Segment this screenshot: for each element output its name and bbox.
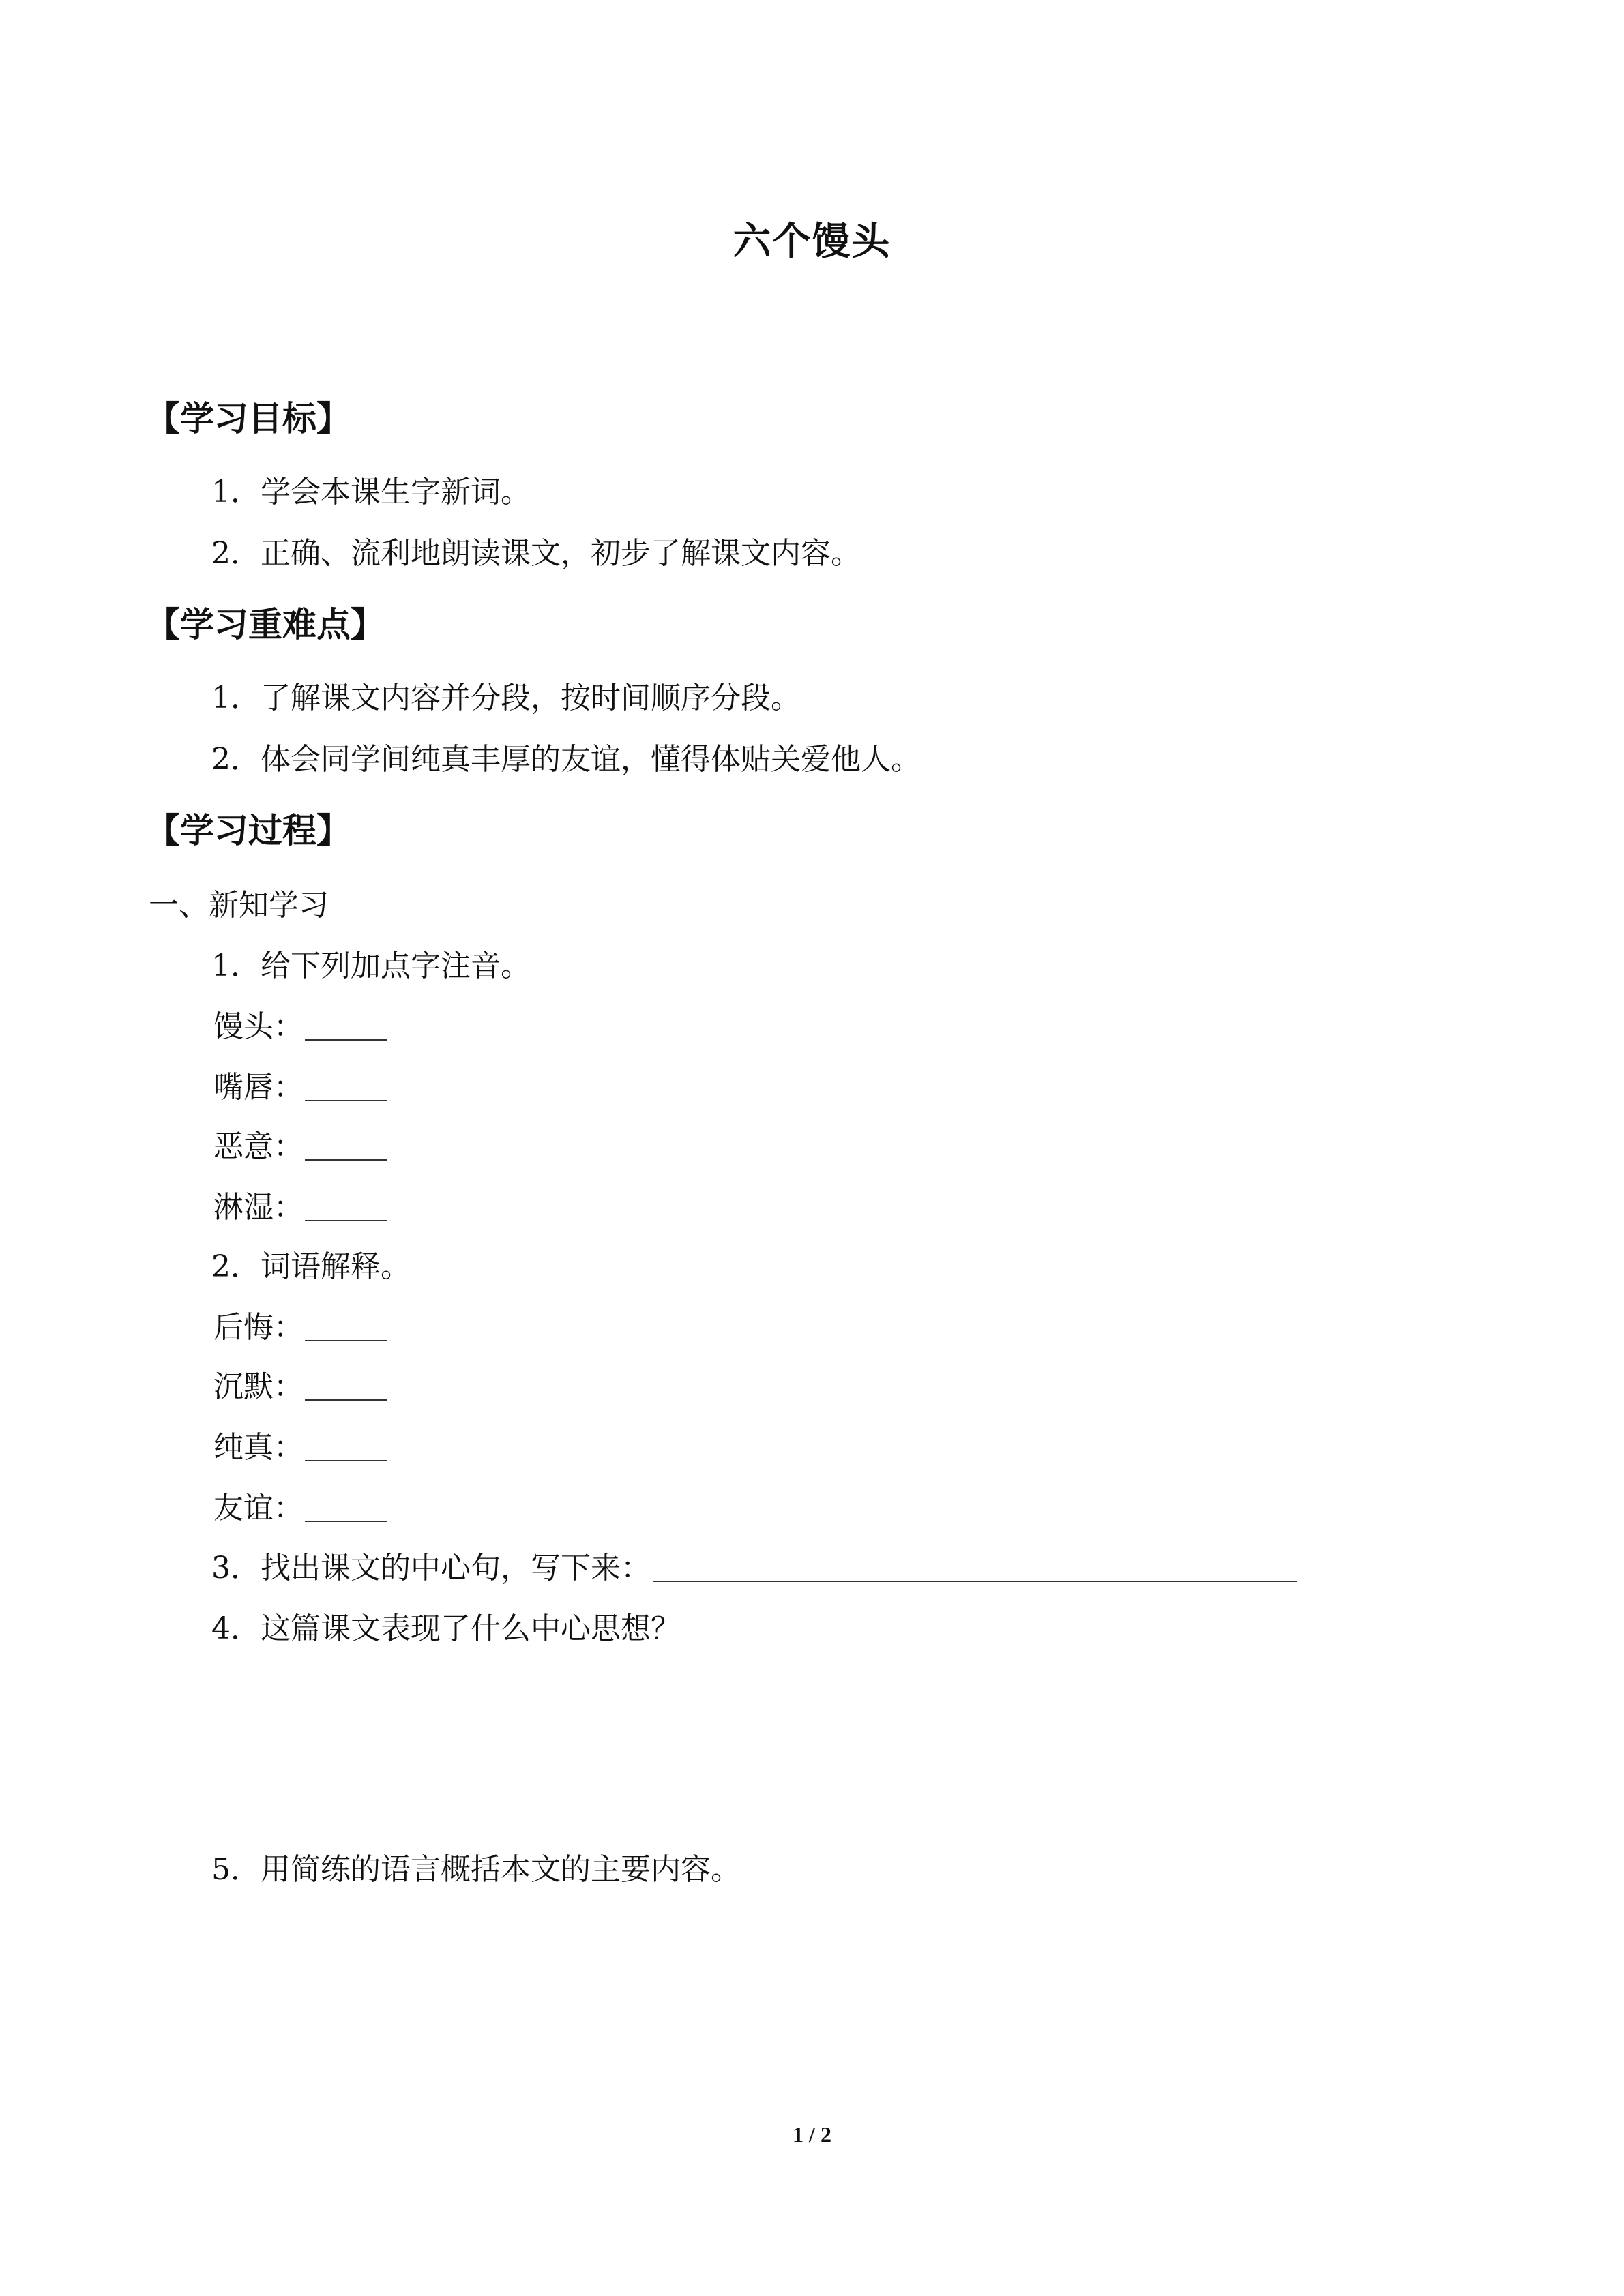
word-label: 纯真： <box>213 1430 304 1465</box>
word-label: 友谊： <box>213 1491 304 1525</box>
goal-item-1: 1．学会本课生字新词。 <box>211 475 531 509</box>
answer-blank[interactable] <box>305 1521 387 1522</box>
pinyin-entry <box>213 1070 387 1105</box>
definition-entry <box>213 1493 387 1523</box>
answer-blank[interactable] <box>305 1399 387 1401</box>
goal-item-2: 2．正确、流利地朗读课文，初步了解课文内容。 <box>211 536 861 571</box>
question-5-prompt: 5．用简练的语言概括本文的主要内容。 <box>211 1852 741 1887</box>
section-heading-key-points: 【学习重难点】 <box>146 605 385 644</box>
answer-blank[interactable] <box>305 1340 387 1341</box>
pinyin-entry <box>213 1129 387 1164</box>
word-label: 淋湿： <box>213 1190 304 1225</box>
word-label: 后悔： <box>213 1310 304 1345</box>
question-3-prompt: 3．找出课文的中心句，写下来： <box>211 1551 651 1585</box>
part-heading-new-knowledge: 一、新知学习 <box>149 888 329 923</box>
definition-entry <box>213 1430 387 1465</box>
question-3 <box>211 1553 1297 1583</box>
answer-blank-long[interactable] <box>653 1581 1297 1582</box>
section-heading-process: 【学习过程】 <box>146 811 351 850</box>
key-point-item-2: 2．体会同学间纯真丰厚的友谊，懂得体贴关爱他人。 <box>211 742 921 777</box>
question-2-prompt: 2．词语解释。 <box>211 1249 411 1284</box>
section-heading-goals: 【学习目标】 <box>146 399 351 438</box>
word-label: 嘴唇： <box>213 1070 304 1105</box>
definition-entry <box>213 1369 387 1404</box>
question-4-prompt: 4．这篇课文表现了什么中心思想？ <box>211 1611 681 1646</box>
answer-blank[interactable] <box>305 1100 387 1101</box>
pinyin-entry <box>213 1009 387 1044</box>
definition-entry <box>213 1310 387 1345</box>
word-label: 沉默： <box>213 1369 304 1404</box>
word-label: 馒头： <box>213 1009 304 1044</box>
answer-blank[interactable] <box>305 1460 387 1461</box>
page-number: 1 / 2 <box>793 2122 831 2147</box>
question-1-prompt: 1．给下列加点字注音。 <box>211 949 531 983</box>
page-title: 六个馒头 <box>733 220 891 264</box>
answer-blank[interactable] <box>305 1220 387 1221</box>
answer-blank[interactable] <box>305 1159 387 1161</box>
key-point-item-1: 1．了解课文内容并分段，按时间顺序分段。 <box>211 681 801 715</box>
answer-blank[interactable] <box>305 1039 387 1041</box>
word-label: 恶意： <box>213 1129 304 1164</box>
pinyin-entry <box>213 1190 387 1225</box>
